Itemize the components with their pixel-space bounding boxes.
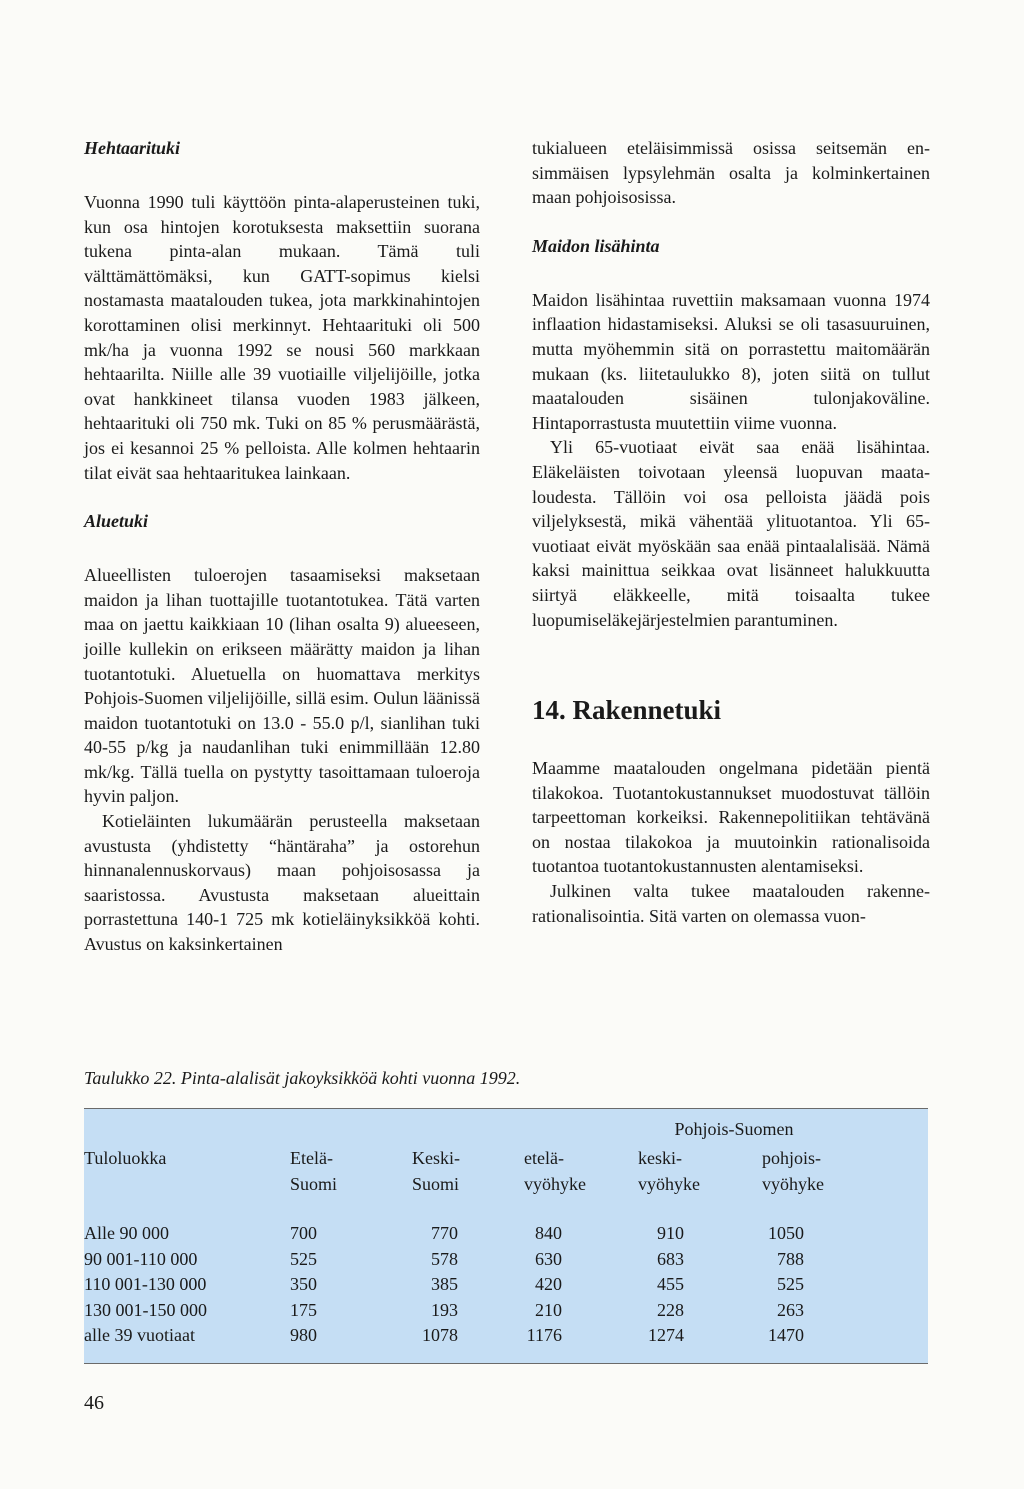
header-line: pohjois- (762, 1148, 822, 1168)
table-cell: 630 (535, 1248, 562, 1269)
table-row (84, 1221, 928, 1247)
table-cell: 263 (777, 1299, 804, 1320)
table-body (84, 1221, 928, 1349)
table-caption: Taulukko 22. Pinta-alalisät jakoyksikköä kohti vuonna 1992. (84, 1068, 521, 1088)
spacer (84, 485, 480, 509)
table-cell: 525 (290, 1248, 317, 1269)
right-column (532, 136, 930, 928)
header-line: Tuloluokka (84, 1148, 167, 1168)
paragraph-rakennetuki-1: Maamme maatalouden ongelmana pidetään pientä tilakokoa. Tuotantokustannukset muodostuvat tällöin tarpeettoman korkeiksi. Rakennepolitiikan tehtävänä on nostaa tilakokoa ja muutoinkin rationalisoida tuotantoa tuotantokustannusten alentamiseksi. (532, 758, 930, 877)
data-table (84, 1108, 928, 1364)
table-header-pohjois-vyohyke (762, 1145, 824, 1197)
table-cell: 910 (657, 1223, 684, 1243)
header-line: Keski- (412, 1148, 460, 1168)
header-line: keski- (638, 1148, 682, 1168)
table-cell: 683 (657, 1248, 684, 1269)
header-line: Etelä- (290, 1148, 333, 1168)
table-row (84, 1272, 928, 1298)
table-header-keski-vyohyke (638, 1145, 700, 1197)
paragraph-maidon-lisahinta-1: Maidon lisähintaa ruvettiin maksamaan vuonna 1974 inflaation hidastamiseksi. Aluksi se oli tasasuuruinen, mutta myöhemmin sitä on porrastettu maitomäärän mukaan (ks. liitetaulukko 8), joten siitä on tullut maatalouden sisäinen tulonjakoväline. Hintaporrastusta muutettiin viime vuonna. (532, 289, 930, 433)
page-number: 46 (84, 1392, 104, 1414)
paragraph-rakennetuki-2: Julkinen valta tukee maatalouden rakennerationalisointia. Sitä varten on olemassa vuon- (532, 881, 930, 926)
table-cell: 90 001-110 000 (84, 1248, 198, 1269)
header-line: vyöhyke (762, 1174, 824, 1194)
header-line: vyöhyke (524, 1174, 586, 1194)
paragraph-maidon-lisahinta-2: Yli 65-vuotiaat eivät saa enää lisähintaa. Eläkeläisten toivotaan yleensä luopuvan maataloudesta. Tällöin voi osa pelloista jäädä pois viljelyksestä, mikä vähentää ylituotantoa. Yli 65-vuotiaat eivät myöskään saa enää pintaalalisää. Nämä kaksi mainittua seikkaa ovat lisänneet halukkuutta siirtyä eläkkeelle, mitä toisaalta tukee luopumiseläkejärjestelmien parantuminen. (532, 437, 930, 630)
spacer (532, 726, 930, 756)
table-cell: 455 (657, 1274, 684, 1294)
table-cell: 1176 (526, 1325, 562, 1345)
table-cell: Alle 90 000 (84, 1223, 169, 1243)
spacer (532, 210, 930, 234)
table-header-tuloluokka (84, 1145, 166, 1171)
paragraph-continuation: tukialueen eteläisimmissä osissa seitsemän ensimmäisen lypsylehmän osalta ja kolminkertainen maan pohjoisosissa. (532, 138, 930, 208)
table-cell: 193 (431, 1299, 458, 1320)
table-row (84, 1247, 928, 1273)
table-cell: 578 (431, 1248, 458, 1269)
table-cell: 700 (290, 1223, 317, 1243)
table-cell: 840 (535, 1223, 562, 1243)
header-line: etelä- (524, 1148, 564, 1168)
table-cell: 1078 (422, 1325, 458, 1345)
table-cell: 228 (657, 1299, 684, 1320)
section-heading-aluetuki: Aluetuki (84, 511, 149, 532)
paragraph-hehtaarituki-1: Vuonna 1990 tuli käyttöön pinta-alaperusteinen tuki, kun osa hintojen korotuksesta maksettiin suorana tukena pinta-alan mukaan. Tämä tuli välttämättömäksi, kun GATT-sopimus kielsi nostamasta maatalouden tukea, jota markkinahintojen korottaminen olisi merkinnyt. Hehtaarituki oli 500 mk/ha ja vuonna 1992 se nousi 560 markkaan hehtaarilta. Niille alle 39 vuotiaille viljelijöille, jotka ovat hankkineet tilansa vuoden 1983 jälkeen, hehtaarituki oli 750 mk. Tuki on 85 % perusmäärästä, jos ei kesannoi 25 % pelloista. Alle kolmen hehtaarin tilat eivät saa hehtaaritukea lainkaan. (84, 192, 480, 483)
spacer (532, 632, 930, 694)
table-row (84, 1298, 928, 1324)
table-cell: 110 001-130 000 (84, 1274, 207, 1294)
table-cell: 980 (290, 1325, 317, 1345)
table-cell: 350 (290, 1274, 317, 1294)
section-heading-maidon-lisahinta: Maidon lisähinta (532, 235, 660, 256)
chapter-title: 14. Rakennetuki (532, 695, 722, 726)
paragraph-aluetuki-2: Kotieläinten lukumäärän perusteella maksetaan avustusta (yhdistetty “häntäraha” ja ostorehun hinnanalennuskorvaus) maan pohjoisosassa ja saaristossa. Avustusta maksetaan alueittain porrastettuna 140-1 725 mk kotieläinyksikköä kohti. Avustus on kaksinkertainen (84, 811, 480, 955)
table-cell: 1274 (648, 1325, 684, 1345)
table-cell: alle 39 vuotiaat (84, 1325, 195, 1345)
table-cell: 385 (431, 1274, 458, 1294)
section-heading-hehtaarituki: Hehtaarituki (84, 138, 181, 158)
table-header-keski-suomi (412, 1145, 460, 1197)
table-header-etela-vyohyke (524, 1145, 586, 1197)
table-cell: 210 (535, 1299, 562, 1320)
table-cell: 1470 (768, 1325, 804, 1345)
table-cell: 175 (290, 1299, 317, 1320)
table-cell: 130 001-150 000 (84, 1299, 207, 1320)
table-header-etela-suomi (290, 1145, 337, 1197)
header-line: vyöhyke (638, 1174, 700, 1194)
table-row (84, 1323, 928, 1349)
paragraph-aluetuki-1: Alueellisten tuloerojen tasaamiseksi maksetaan maidon ja lihan tuottajille tuotantotukea. Tätä varten maa on jaettu kaikkiaan 10 (lihan osalta 9) alueeseen, joille kullekin on erikseen määrätty maidon ja lihan tuotantotuki. Aluetuella on huomattava merkitys Pohjois-Suomen viljelijöille, sillä esim. Oulun läänissä maidon tuotantotuki on 13.0 - 55.0 p/l, sianlihan tuki 40-55 p/kg ja naudanlihan tuki enimmillään 12.80 mk/kg. Tällä tuella on pystytty tasoittamaan tuloeroja hyvin paljon. (84, 565, 480, 807)
table-cell: 770 (431, 1223, 458, 1243)
table-cell: 788 (777, 1248, 804, 1269)
header-line: Suomi (412, 1174, 460, 1194)
header-line: Suomi (290, 1174, 338, 1194)
table-cell: 1050 (768, 1223, 804, 1243)
table-cell: 420 (535, 1274, 562, 1294)
table-group-header: Pohjois-Suomen (674, 1119, 794, 1139)
left-column (84, 136, 480, 957)
table-cell: 525 (777, 1274, 804, 1294)
